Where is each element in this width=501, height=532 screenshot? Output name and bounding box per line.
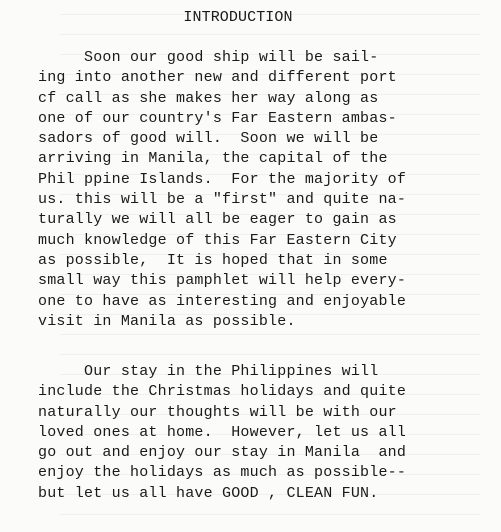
text-line: arriving in Manila, the capital of the (38, 150, 388, 168)
text-line: enjoy the holidays as much as possible-- (38, 464, 407, 482)
text-line: turally we will all be eager to gain as (38, 211, 397, 229)
text-line: much knowledge of this Far Eastern City (38, 231, 397, 249)
page-title: INTRODUCTION (183, 9, 293, 26)
text-line: but let us all have GOOD , CLEAN FUN. (38, 484, 379, 502)
text-line: Our stay in the Philippines will (38, 363, 379, 380)
text-line: include the Christmas holidays and quite (38, 383, 407, 401)
text-line: one of our country's Far Eastern ambas- (38, 109, 397, 127)
text-line: Phil ppine Islands. For the majority of (38, 170, 407, 188)
text-line: us. this will be a "first" and quite na- (38, 191, 407, 209)
paragraph-1 (38, 48, 488, 332)
text-line: ing into another new and different port (38, 69, 397, 87)
text-line: naturally our thoughts will be with our (38, 403, 397, 421)
text-line: sadors of good will. Soon we will be (38, 130, 379, 148)
text-line: loved ones at home. However, let us all (38, 423, 407, 441)
text-line: cf call as she makes her way along as (38, 89, 379, 107)
paragraph-2 (38, 362, 488, 504)
text-line: small way this pamphlet will help every- (38, 272, 407, 290)
text-line: Soon our good ship will be sail- (38, 49, 379, 66)
text-line: one to have as interesting and enjoyable (38, 292, 407, 310)
text-line: go out and enjoy our stay in Manila and (38, 444, 407, 462)
text-line: visit in Manila as possible. (38, 312, 296, 330)
text-line: as possible, It is hoped that in some (38, 251, 388, 269)
